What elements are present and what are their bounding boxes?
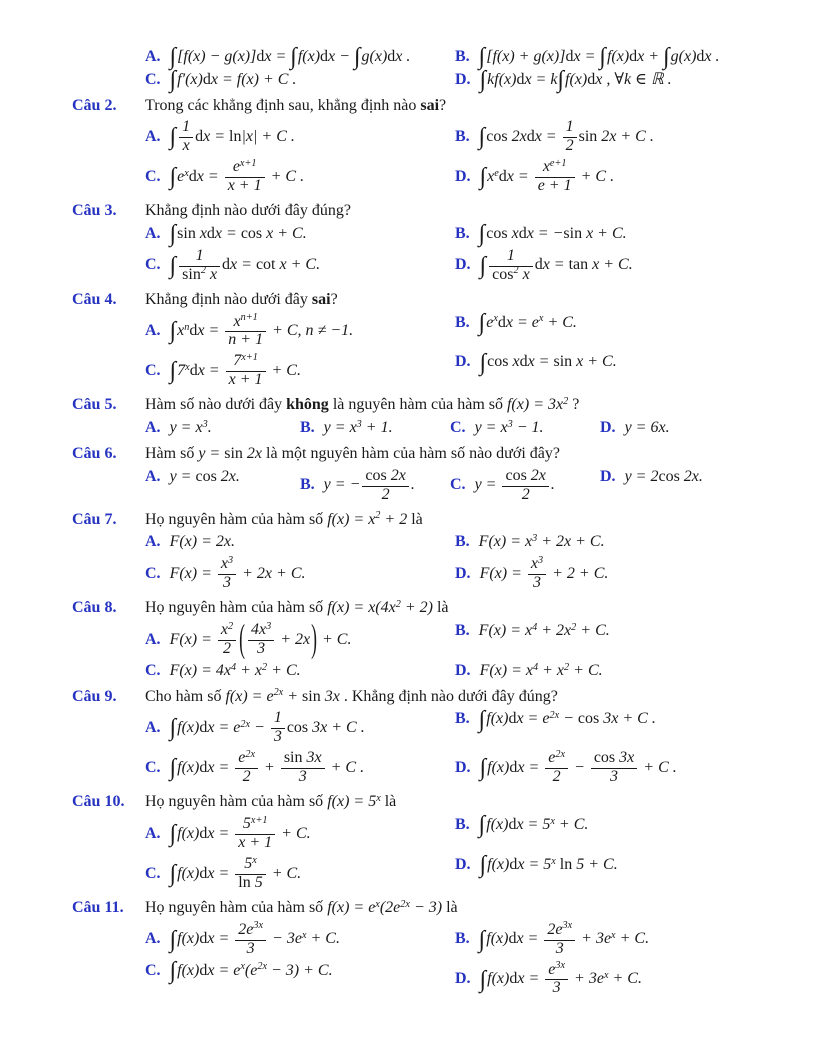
option-letter: D. (455, 353, 471, 371)
question-body (145, 510, 816, 596)
option-letter: C. (145, 961, 161, 979)
answer-option (145, 957, 455, 999)
option-letter: C. (145, 167, 161, 185)
question-number: Câu 9. (72, 687, 117, 705)
options (145, 418, 816, 439)
answer-option (145, 247, 455, 285)
option-row (145, 247, 816, 285)
option-letter: D. (455, 855, 471, 873)
option-letter: D. (455, 661, 471, 679)
options (145, 44, 816, 94)
question-block (72, 792, 816, 895)
option-letter: A. (145, 128, 161, 146)
option-formula: ∫sin xdx = cos x + C. (169, 221, 307, 248)
question-block (72, 395, 816, 441)
answer-option (145, 661, 455, 682)
option-formula: ∫ $\frac{1}{\cos^2 x}$ dx = tan x + C. (479, 246, 633, 283)
question-number: Câu 2. (72, 96, 117, 114)
option-formula: ∫f(x)dx = $\frac{e^{2x}}{2}$ − $\frac{\cos 3x}{3}$ + C . (479, 749, 677, 786)
option-formula: ∫cos 2xdx = $\frac{1}{2}$ sin 2x + C . (478, 118, 654, 155)
option-letter: B. (300, 476, 315, 494)
question-block (72, 510, 816, 596)
question-body (145, 898, 816, 1001)
option-row (145, 44, 816, 71)
option-formula: $\int x^ndx$ = $\frac{x^{n+1}}{n + 1}$ + C, n ≠ −1. (169, 312, 354, 349)
option-row (145, 349, 816, 390)
option-formula: ∫f(x)dx = $\frac{2e^{3x}}{3}$ − $3e^x + C$. (169, 920, 340, 957)
question-number: Câu 11. (72, 898, 124, 916)
answer-option (145, 418, 300, 439)
option-formula: $F(x) = x^4 + 2x^2 + C$. (478, 621, 610, 639)
option-formula: $F(x) = x^3 + 2x + C$. (478, 533, 605, 551)
answer-option (455, 44, 816, 71)
option-letter: A. (145, 225, 161, 242)
option-letter: A. (145, 930, 161, 948)
option-formula: $\int f(x)dx = e^x(e^{2x} - 3) + C$. (169, 957, 333, 984)
answer-option (145, 555, 455, 593)
option-formula: ∫f(x)dx = $\frac{e^{2x}}{2}$ + $\frac{\sin 3x}{3}$ + C . (169, 749, 365, 786)
answer-option (455, 921, 816, 959)
options (145, 706, 816, 787)
option-formula: $F(x) = 4x^4 + x^2 + C$. (169, 661, 301, 679)
option-letter: D. (600, 419, 616, 437)
option-letter: B. (455, 533, 470, 551)
answer-option (145, 352, 455, 390)
option-letter: B. (455, 48, 470, 65)
option-formula: F(x) = $\frac{x^3}{3}$ + 2x + C. (169, 554, 306, 592)
option-row (145, 706, 816, 747)
answer-option (455, 706, 816, 747)
option-letter: B. (455, 710, 470, 728)
question-number: Câu 4. (72, 290, 117, 308)
answer-option (455, 247, 816, 285)
answer-option (145, 67, 455, 94)
answer-option (455, 158, 816, 196)
question-stem: Trong các khẳng định sau, khẳng định nào sai? (145, 96, 447, 114)
option-formula: F(x) = $\frac{x^2}{2}$ ( $\frac{4x^3}{3}$ + 2x) + C. (169, 615, 352, 660)
option-letter: C. (145, 70, 161, 88)
option-row (145, 532, 816, 553)
question-body (145, 290, 816, 393)
option-formula: y = 2cos 2x. (624, 467, 703, 485)
option-letter: C. (145, 758, 161, 776)
question-body (145, 444, 816, 507)
option-formula: ∫f′(x)dx = f(x) + C . (169, 67, 297, 94)
option-formula: $\int e^xdx = e^x + C$. (478, 309, 577, 336)
option-letter: D. (455, 167, 471, 185)
option-letter: B. (455, 816, 470, 834)
question-body (145, 201, 816, 287)
answer-option (455, 749, 816, 787)
option-formula: ∫cos xdx = sin x + C. (479, 349, 617, 376)
question-block (72, 598, 816, 684)
options (145, 532, 816, 593)
option-formula: $\int x^edx$ = $\frac{x^{e+1}}{e + 1}$ + C . (479, 157, 615, 195)
option-letter: C. (145, 362, 161, 380)
answer-option (450, 418, 600, 439)
answer-option (300, 418, 450, 439)
option-letter: D. (455, 256, 471, 274)
question-number (72, 45, 145, 93)
option-formula: $\int f(x)dx = e^{2x} - \cos 3x + C$ . (478, 706, 656, 733)
option-letter: A. (145, 467, 161, 485)
option-letter: B. (455, 128, 470, 146)
option-row (145, 812, 816, 853)
option-letter: D. (455, 758, 471, 776)
answer-option (455, 221, 816, 248)
option-formula: ∫[f(x) + g(x)]dx = ∫f(x)dx + ∫g(x)dx . (478, 44, 720, 71)
option-row (145, 67, 816, 94)
option-letter: C. (145, 564, 161, 582)
answer-option (455, 961, 816, 999)
options (145, 921, 816, 999)
options (145, 812, 816, 893)
option-formula: ∫ $\frac{1}{x}$ dx = ln|x| + C . (169, 118, 295, 155)
answer-option (145, 749, 455, 787)
option-formula: y = − $\frac{\cos 2x}{2}$ . (323, 466, 415, 503)
answer-option (455, 349, 816, 390)
option-formula: y = 6x. (624, 419, 670, 437)
option-letter: B. (455, 225, 470, 242)
option-formula: $y = x^3 + 1$. (323, 418, 393, 437)
answer-option (455, 118, 816, 156)
question-block (72, 45, 816, 93)
question-stem: Họ nguyên hàm của hàm số $f(x) = 5^x$ là (145, 792, 397, 811)
option-formula: $y = x^3 - 1$. (474, 418, 544, 437)
option-formula: F(x) = 2x. (169, 533, 235, 551)
answer-option (455, 621, 816, 659)
question-block (72, 444, 816, 507)
answer-option (145, 313, 455, 351)
option-letter: D. (455, 564, 471, 582)
question-list (72, 45, 816, 1000)
option-formula: ∫f(x)dx = $\frac{5^x}{\ln 5}$ + C. (169, 854, 302, 891)
answer-option (455, 812, 816, 853)
answer-option (145, 815, 455, 853)
option-row (145, 467, 816, 505)
option-letter: A. (145, 48, 161, 65)
answer-option (455, 852, 816, 893)
option-formula: ∫[f(x) − g(x)]dx = ∫f(x)dx − ∫g(x)dx . (169, 44, 411, 71)
question-stem: Hàm số nào dưới đây không là nguyên hàm của hàm số $f(x) = 3x^2$ ? (145, 396, 580, 414)
option-formula: ∫ $\frac{1}{\sin^2 x}$ dx = cot x + C. (169, 246, 321, 283)
question-number: Câu 8. (72, 599, 117, 617)
question-stem: Khẳng định nào dưới đây đúng? (145, 202, 351, 220)
answer-option (600, 418, 816, 439)
option-letter: C. (450, 419, 466, 437)
option-letter: A. (145, 419, 161, 437)
option-letter: C. (145, 256, 161, 274)
option-formula: y = $\frac{\cos 2x}{2}$ . (474, 466, 555, 503)
option-letter: B. (455, 930, 470, 948)
option-letter: C. (450, 476, 466, 494)
option-letter: D. (455, 970, 471, 988)
option-row (145, 615, 816, 660)
option-letter: C. (145, 661, 161, 679)
option-row (145, 852, 816, 893)
answer-option (455, 555, 816, 593)
answer-option (450, 467, 600, 505)
option-formula: ∫f(x)dx = $\frac{5^{x+1}}{x + 1}$ + C. (169, 814, 311, 851)
answer-option (145, 118, 455, 156)
option-row (145, 661, 816, 682)
option-letter: D. (455, 70, 471, 88)
question-stem: Hàm số y = sin 2x là một nguyên hàm của hàm số nào dưới đây? (145, 444, 560, 462)
question-body (145, 395, 816, 441)
option-letter: C. (145, 864, 161, 882)
option-row (145, 309, 816, 351)
answer-option (145, 467, 300, 505)
answer-option (145, 855, 455, 893)
question-number: Câu 6. (72, 444, 117, 462)
answer-option (145, 532, 455, 553)
option-formula: $\int e^xdx$ = $\frac{e^{x+1}}{x + 1}$ + C . (169, 157, 305, 195)
option-letter: A. (145, 630, 161, 648)
option-letter: A. (145, 322, 161, 340)
answer-option (145, 921, 455, 959)
answer-option (455, 67, 816, 94)
option-row (145, 118, 816, 156)
option-letter: D. (600, 467, 616, 485)
question-number: Câu 3. (72, 202, 117, 220)
question-stem: Họ nguyên hàm của hàm số $f(x) = e^x(2e^{2x} - 3)$ là (145, 898, 458, 916)
option-letter: B. (455, 313, 470, 331)
option-formula: ∫f(x)dx = $\frac{e^{3x}}{3}$ + $3e^x + C$. (479, 960, 642, 997)
option-letter: A. (145, 824, 161, 842)
option-formula: $\int f(x)dx = e^{2x}$ − $\frac{1}{3}$ cos 3x + C . (169, 709, 365, 746)
answer-option (145, 44, 455, 71)
question-block (72, 898, 816, 1001)
question-stem: Cho hàm số $f(x) = e^{2x} + \sin 3x$ . Khẳng định nào dưới đây đúng? (145, 687, 558, 705)
question-block (72, 201, 816, 287)
answer-option (455, 661, 816, 682)
option-letter: B. (300, 419, 315, 437)
option-formula: $\int f(x)dx = 5^x + C$. (478, 812, 589, 839)
options (145, 221, 816, 285)
answer-option (300, 467, 450, 505)
question-body (145, 45, 816, 93)
question-stem: Họ nguyên hàm của hàm số $f(x) = x(4x^2 + 2)$ là (145, 598, 449, 617)
answer-option (145, 221, 455, 248)
question-body (145, 792, 816, 895)
option-row (145, 921, 816, 959)
answer-option (145, 709, 455, 747)
option-formula: $y = x^3$. (169, 418, 212, 437)
question-number: Câu 7. (72, 510, 117, 528)
question-stem: Khẳng định nào dưới đây sai? (145, 290, 338, 308)
option-row (145, 418, 816, 439)
option-formula: ∫kf(x)dx = k∫f(x)dx , ∀k ∈ ℝ . (479, 67, 672, 94)
question-body (145, 598, 816, 684)
option-formula: ∫f(x)dx = $\frac{2e^{3x}}{3}$ + $3e^x + C$. (478, 920, 650, 957)
option-row (145, 158, 816, 196)
option-row (145, 555, 816, 593)
question-number: Câu 5. (72, 396, 117, 414)
option-formula: ∫cos xdx = −sin x + C. (478, 221, 627, 248)
answer-option (145, 615, 455, 660)
answer-option (145, 158, 455, 196)
option-row (145, 749, 816, 787)
option-letter: A. (145, 719, 161, 737)
options (145, 118, 816, 196)
answer-option (600, 467, 816, 505)
option-formula: $\int 7^xdx$ = $\frac{7^{x+1}}{x + 1}$ + C. (169, 352, 301, 389)
option-formula: y = cos 2x. (169, 467, 240, 485)
question-block (72, 290, 816, 393)
question-stem: Họ nguyên hàm của hàm số $f(x) = x^2 + 2$ là (145, 510, 423, 528)
options (145, 309, 816, 391)
answer-option (455, 309, 816, 351)
answer-option (455, 532, 816, 553)
option-formula: $\int f(x)dx = 5^x$ ln 5 + C. (479, 852, 618, 879)
question-body (145, 687, 816, 790)
option-formula: $F(x) = x^4 + x^2 + C$. (479, 661, 603, 679)
option-formula: F(x) = $\frac{x^3}{3}$ + 2 + C. (479, 554, 609, 592)
question-number: Câu 10. (72, 793, 125, 811)
question-block (72, 96, 816, 199)
question-body (145, 96, 816, 199)
option-letter: B. (455, 621, 470, 639)
option-row (145, 957, 816, 999)
option-letter: A. (145, 533, 161, 551)
option-row (145, 221, 816, 248)
question-block (72, 687, 816, 790)
options (145, 615, 816, 682)
options (145, 467, 816, 505)
